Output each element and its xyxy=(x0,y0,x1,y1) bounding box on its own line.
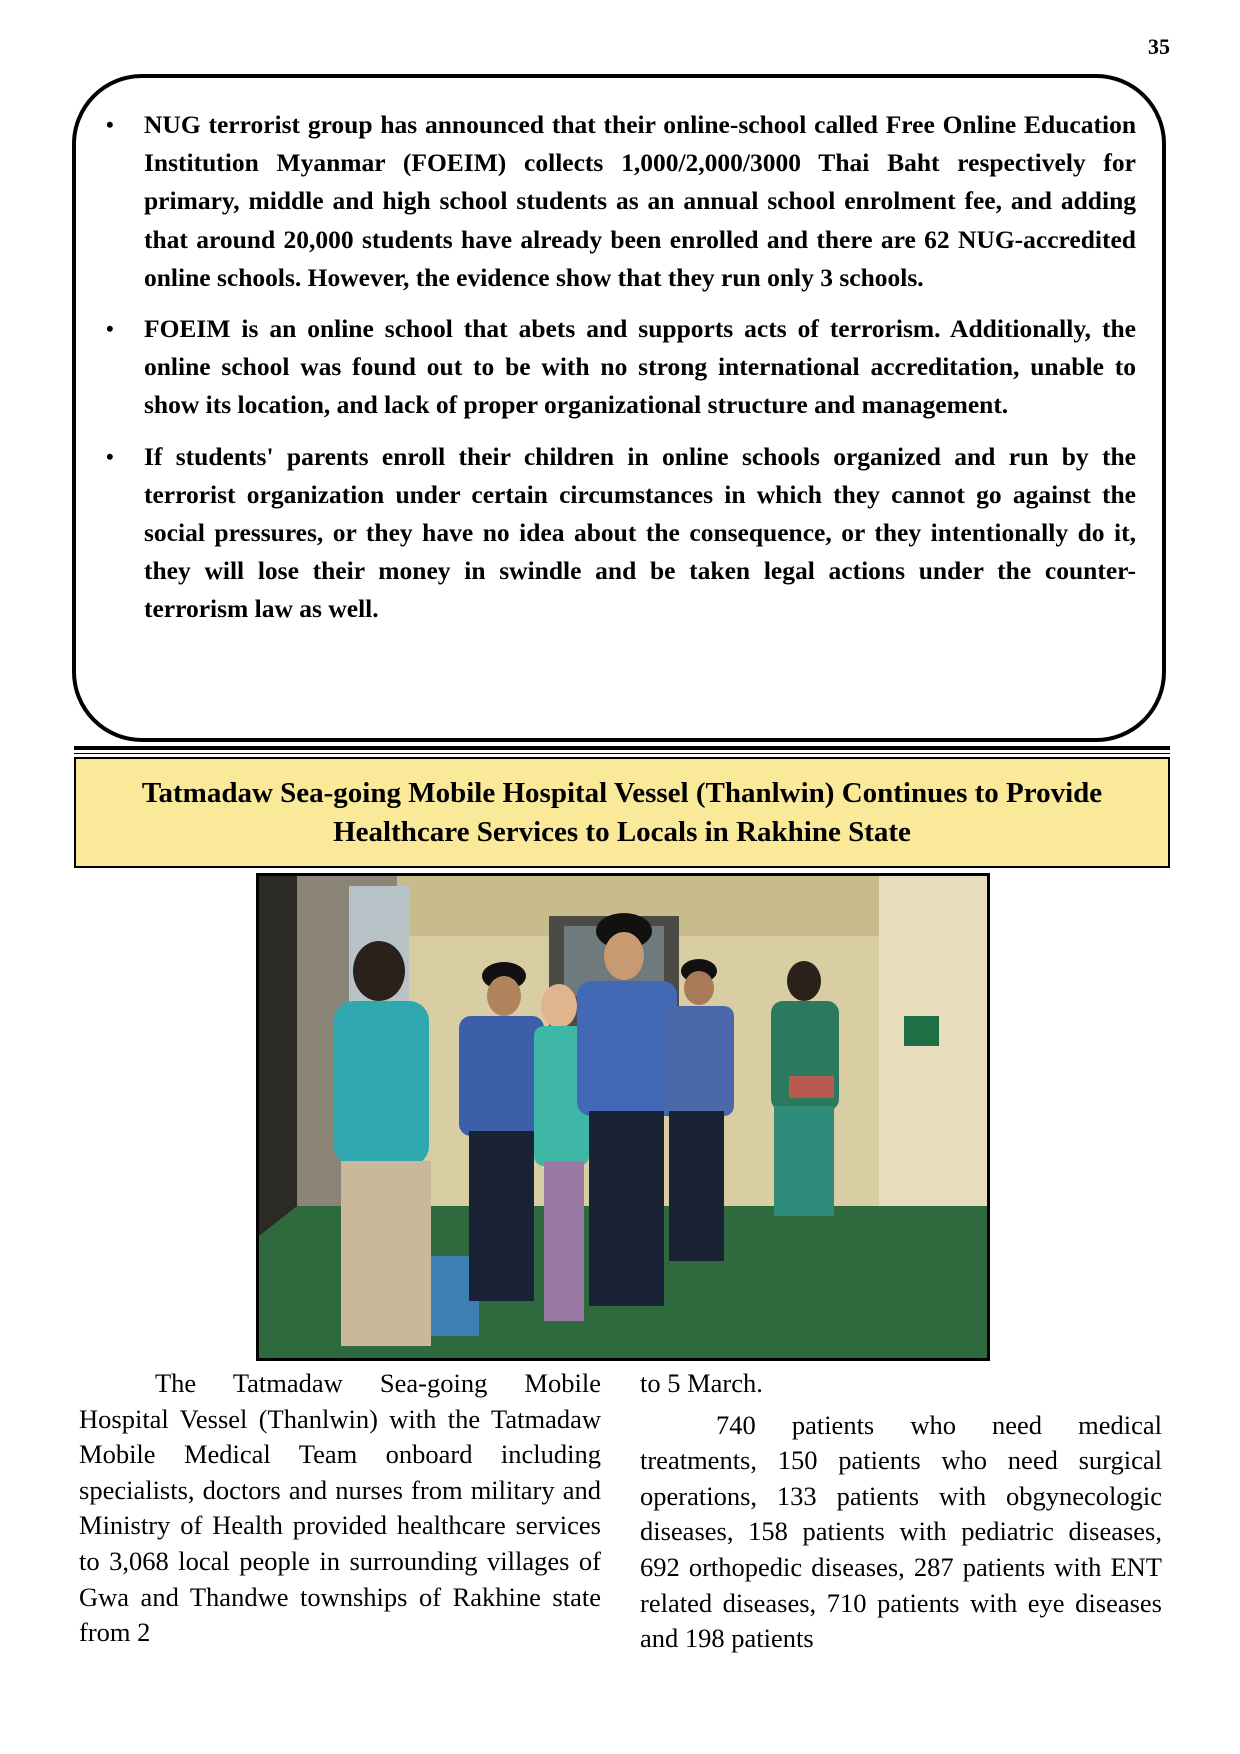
bullet-list xyxy=(100,106,1136,642)
article-right-column xyxy=(640,1366,1162,1657)
bullet-item xyxy=(100,106,1136,297)
bullet-item xyxy=(100,310,1136,425)
bullet-text: NUG terrorist group has announced that their online-school called Free Online Education Institution Myanmar (FOEIM) collects 1,000/2,000/3000 Thai Baht respectively for primary, middle and high school students as an annual school enrolment fee, and adding that around 20,000 students have already been enrolled and there are 62 NUG-accredited online schools. However, the evidence show that they run only 3 schools. xyxy=(144,110,1136,292)
bullet-icon: • xyxy=(106,443,114,469)
bullet-icon: • xyxy=(106,316,114,342)
bullet-text: FOEIM is an online school that abets and supports acts of terrorism. Additionally, the online school was found out to be with no strong international accreditation, unable to show its location, and lack of proper organizational structure and management. xyxy=(144,314,1136,420)
photo-illustration xyxy=(259,876,987,1358)
bullet-item xyxy=(100,438,1136,629)
article-left-column: The Tatmadaw Sea-going Mobile Hospital Vessel (Thanlwin) with the Tatmadaw Mobile Medical Team onboard including specialists, doctors and nurses from military and Ministry of Health provided healthcare services to 3,068 local people in surrounding villages of Gwa and Thandwe townships of Rakhine state from 2 xyxy=(79,1368,601,1648)
article-photo xyxy=(256,873,990,1361)
article-headline: Tatmadaw Sea-going Mobile Hospital Vessel (Thanlwin) Continues to Provide Healthcare Services to Locals in Rakhine State xyxy=(141,776,1103,848)
bullet-icon: • xyxy=(106,112,114,137)
article-right-continuation: to 5 March. xyxy=(640,1368,763,1398)
headline-box xyxy=(74,757,1170,868)
page-number: 35 xyxy=(1148,34,1170,59)
article-right-paragraph: 740 patients who need medical treatments, 150 patients who need surgical operations, 133 patients with obgynecologic diseases, 158 patients with pediatric diseases, 692 orthopedic diseases, 287 patients with ENT related diseases, 710 patients with eye diseases and 198 patients xyxy=(640,1409,1162,1654)
section-divider-thick xyxy=(74,746,1170,750)
bullet-text: If students' parents enroll their children in online schools organized and run by the terrorist organization under certain circumstances in which they cannot go against the social pressures, or they have no idea about the consequence, or they intentionally do it, they will lose their money in swindle and be taken legal actions under the counter-terrorism law as well. xyxy=(144,441,1136,624)
section-divider-thin xyxy=(74,753,1170,754)
